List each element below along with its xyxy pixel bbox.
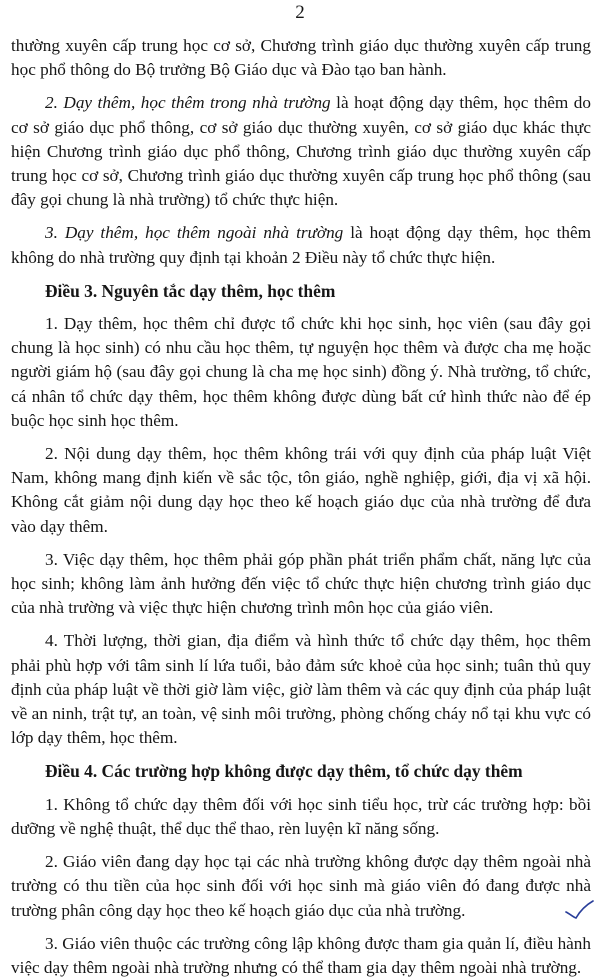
- clause-2-term: 2. Dạy thêm, học thêm trong nhà trường: [45, 93, 331, 113]
- clause-3-text: là hoạt động dạy thêm, học thêm không do nhà trường quy định tại khoản 2 Điều này tổ chức thực hiện.: [11, 223, 591, 267]
- document-body: [11, 34, 591, 980]
- handwritten-check-mark-icon: [564, 900, 594, 920]
- article-3-heading: Điều 3. Nguyên tắc dạy thêm, học thêm: [45, 280, 336, 301]
- article-3-item-2: 2. Nội dung dạy thêm, học thêm không trái với quy định của pháp luật Việt Nam, không mang định kiến về sắc tộc, tôn giáo, nghề nghiệp, giới, địa vị xã hội. Không cắt giảm nội dung dạy học theo kế hoạch giáo dục của nhà trường để đưa vào dạy thêm.: [11, 444, 591, 536]
- article-4-item-3: 3. Giáo viên thuộc các trường công lập không được tham gia quản lí, điều hành việc dạy thêm ngoài nhà trường nhưng có thể tham gia dạy thêm ngoài nhà trường.: [11, 933, 591, 977]
- article-4-item-2: 2. Giáo viên đang dạy học tại các nhà trường không được dạy thêm ngoài nhà trường có thu tiền của học sinh đối với học sinh mà giáo viên đó đang được nhà trường phân công dạy học theo kế hoạch giáo dục của nhà trường.: [11, 852, 591, 920]
- article-3-item-4: 4. Thời lượng, thời gian, địa điểm và hình thức tổ chức dạy thêm, học thêm phải phù hợp với tâm sinh lí lứa tuổi, bảo đảm sức khoẻ của học sinh; tuân thủ quy định của pháp luật về thời giờ làm việc, giờ làm thêm và các quy định của pháp luật về an ninh, trật tự, an toàn, vệ sinh môi trường, phòng chống cháy nổ tại khu vực có lớp dạy thêm, học thêm.: [11, 631, 591, 748]
- clause-3-term: 3. Dạy thêm, học thêm ngoài nhà trường: [45, 223, 344, 243]
- article-4-heading: Điều 4. Các trường hợp không được dạy thêm, tổ chức dạy thêm: [45, 761, 523, 782]
- article-4-item-1: 1. Không tổ chức dạy thêm đối với học sinh tiểu học, trừ các trường hợp: bồi dưỡng về nghệ thuật, thể dục thể thao, rèn luyện kĩ năng sống.: [11, 794, 591, 838]
- clause-3-paragraph: [11, 221, 591, 269]
- article-3-item-1: 1. Dạy thêm, học thêm chỉ được tổ chức khi học sinh, học viên (sau đây gọi chung là học sinh) có nhu cầu học thêm, tự nguyện học thêm và được cha mẹ hoặc người giám hộ (sau đây gọi chung là cha mẹ học sinh) đồng ý. Nhà trường, tổ chức, cá nhân tổ chức dạy thêm, học thêm không được dùng bất cứ hình thức nào để ép buộc học sinh học thêm.: [11, 314, 591, 430]
- paragraph-continuation: thường xuyên cấp trung học cơ sở, Chương trình giáo dục thường xuyên cấp trung học phổ thông do Bộ trưởng Bộ Giáo dục và Đào tạo ban hành.: [11, 36, 591, 80]
- clause-2-text: là hoạt động dạy thêm, học thêm do cơ sở giáo dục phổ thông, cơ sở giáo dục thường xuyên, cơ sở giáo dục khác thực hiện Chương trình giáo dục phổ thông, Chương trình giáo dục thường xuyên cấp trung học cơ sở, Chương trình giáo dục thường xuyên cấp trung học phổ thông (sau đây gọi chung là nhà trường) tổ chức thực hiện.: [11, 93, 591, 210]
- page-number: 2: [295, 2, 305, 23]
- article-3-item-3: 3. Việc dạy thêm, học thêm phải góp phần phát triển phẩm chất, năng lực của học sinh; không làm ảnh hưởng đến việc tổ chức thực hiện chương trình giáo dục của nhà trường và việc thực hiện chương trình môn học của giáo viên.: [11, 549, 591, 618]
- clause-2-paragraph: [11, 91, 591, 212]
